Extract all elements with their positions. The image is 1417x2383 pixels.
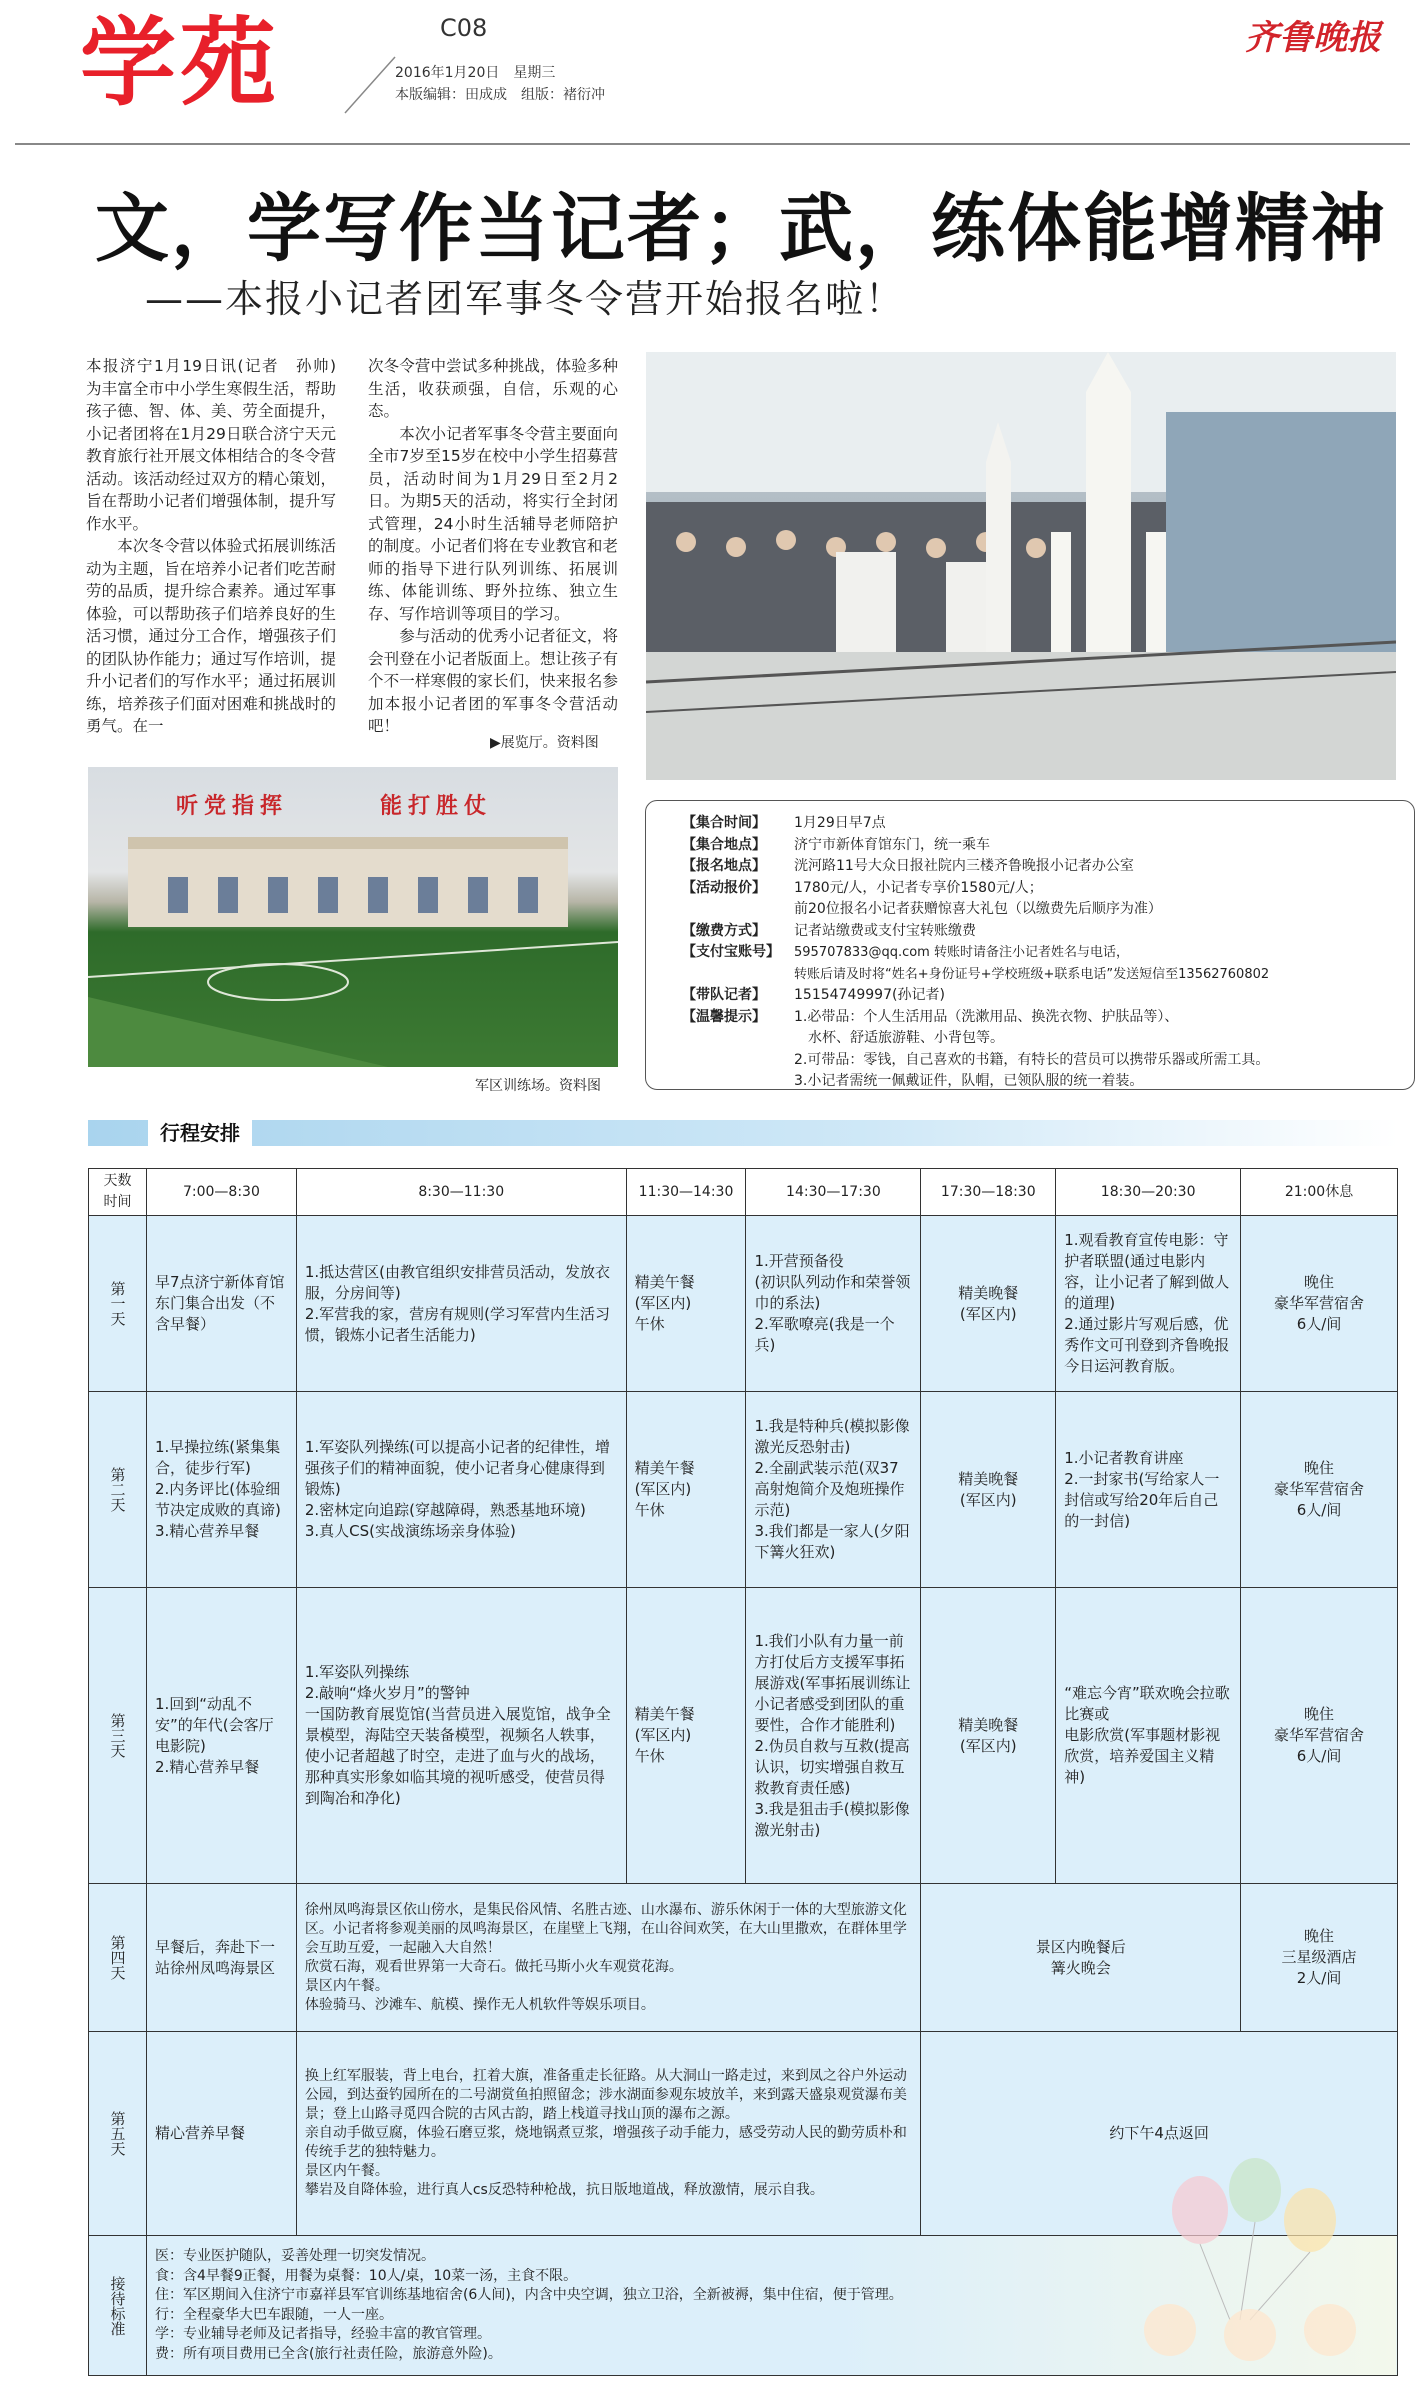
- page-number: C08: [440, 14, 488, 42]
- table-cell: 1.早操拉练(紧集集合，徒步行军) 2.内务评比(体验细节决定成败的真谛) 3.精心营养早餐: [146, 1392, 296, 1588]
- article-column-2: 次冬令营中尝试多种挑战，体验多种生活，收获顽强，自信，乐观的心态。 本次小记者军事冬令营主要面向全市7岁至15岁在校中小学生招募营员，活动时间为1月29日至2月2日。为期5天的活动，将实行全封闭式管理，24小时生活辅导老师陪护的制度。小记者们将在专业教官和老师的指导下进行队列训练、拓展训练、体能训练、野外拉练、独立生存、写作培训等项目的学习。 参与活动的优秀小记者征文，将会刊登在小记者版面上。想让孩子有个不一样寒假的家长们，快来报名参加本报小记者团的军事冬令营活动吧！: [368, 357, 618, 735]
- info-key: 【带队记者】: [682, 987, 766, 1003]
- table-cell: 换上红军服装，背上电台，扛着大旗，准备重走长征路。从大洞山一路走过，来到凤之谷户外运动公园，到达蚕钓园所在的二号湖赏鱼拍照留念；涉水湖面参观东坡放羊，来到露天盛泉观赏瀑布美景；登上山路寻觅四合院的古风古韵，踏上栈道寻找山顶的瀑布之源。 亲自动手做豆腐，体验石磨豆浆，烧地锅煮豆浆，增强孩子动手能力，感受劳动人民的勤劳质朴和传统手艺的独特魅力。 景区内午餐。 攀岩及自降体验，进行真人cs反恐特种枪战，抗日版地道战，释放激情，展示自我。: [296, 2032, 920, 2236]
- table-cell: 精美晚餐 (军区内): [921, 1588, 1056, 1884]
- info-row: [682, 878, 1400, 921]
- subheadline: ——本报小记者团军事冬令营开始报名啦！: [145, 277, 906, 321]
- corner-top-label: 天数: [103, 1173, 132, 1189]
- table-cell: 早餐后，奔赴下一站徐州凤鸣海景区: [146, 1884, 296, 2032]
- info-value: 记者站缴费或支付宝转账缴费: [794, 922, 976, 939]
- info-key: 【缴费方式】: [682, 922, 766, 939]
- info-row: [682, 942, 1400, 985]
- info-key: 【集合地点】: [682, 836, 766, 853]
- table-cell: 约下午4点返回: [921, 2032, 1398, 2236]
- training-field-photo: [88, 767, 618, 1067]
- table-cell: 精美午餐 (军区内) 午休: [626, 1216, 746, 1392]
- info-key: 【集合时间】: [682, 815, 766, 831]
- table-cell: 1.军姿队列操练 2.敲响“烽火岁月”的警钟 一国防教育展览馆(当营员进入展览馆，战争全景模型，海陆空天装备模型，视频名人轶事，使小记者超越了时空，走进了血与火的战场，那种真实形象如临其境的视听感受，使营员得到陶冶和净化): [296, 1588, 626, 1884]
- info-value: 洸河路11号大众日报社院内三楼齐鲁晚报小记者办公室: [794, 858, 1134, 874]
- table-header-row: [89, 1169, 1398, 1216]
- table-cell: 精美晚餐 (军区内): [921, 1392, 1056, 1588]
- info-row: [682, 921, 1400, 943]
- newspaper-logo: 齐鲁晚报: [1245, 18, 1381, 58]
- table-cell: 晚住 豪华军营宿舍 6人/间: [1241, 1392, 1398, 1588]
- masthead-meta: [395, 62, 605, 106]
- table-row: [89, 1884, 1398, 2032]
- table-cell: 精美午餐 (军区内) 午休: [626, 1588, 746, 1884]
- table-cell: 晚住 三星级酒店 2人/间: [1241, 1884, 1398, 2032]
- day-label-text: 第一天: [108, 1281, 127, 1326]
- table-cell: 1.小记者教育讲座 2.一封家书(写给家人一封信或写给20年后自己的一封信): [1056, 1392, 1241, 1588]
- exhibition-hall-illustration: [646, 352, 1396, 780]
- day-label: [89, 2032, 147, 2236]
- info-value: 济宁市新体育馆东门，统一乘车: [794, 836, 990, 853]
- schedule-section-title: 行程安排: [148, 1120, 252, 1146]
- day-label: [89, 1216, 147, 1392]
- info-key: 【活动报价】: [682, 879, 766, 896]
- field-sign-left: 听党指挥: [176, 794, 289, 819]
- info-value: 1.必带品：个人生活用品（洗漱用品、换洗衣物、护肤品等）、 水杯、舒适旅游鞋、小背包等。 2.可带品：零钱，自己喜欢的书籍，有特长的营员可以携带乐器或所需工具。 3.小记者需统一佩戴证件，队帽，已领队服的统一着装。: [794, 1008, 1270, 1089]
- section-title: 学苑: [80, 7, 280, 119]
- info-key: 【报名地点】: [682, 858, 766, 874]
- table-cell: 精美晚餐 (军区内): [921, 1216, 1056, 1392]
- info-box: [645, 800, 1415, 1090]
- day-label-text: 第五天: [108, 2111, 127, 2156]
- day-label-text: 第二天: [108, 1467, 127, 1512]
- header-cell: 18:30—20:30: [1056, 1169, 1241, 1216]
- info-key: 【温馨提示】: [682, 1008, 766, 1025]
- editor-line: 本版编辑：田成成 组版：褚衍冲: [395, 87, 605, 103]
- masthead-slash-divider: [340, 55, 400, 115]
- table-row: [89, 1392, 1398, 1588]
- header-cell: 8:30—11:30: [296, 1169, 626, 1216]
- training-field-illustration: [88, 767, 618, 1067]
- header-cell: 17:30—18:30: [921, 1169, 1056, 1216]
- table-cell: 精美午餐 (军区内) 午休: [626, 1392, 746, 1588]
- reception-label-text: 接待标准: [108, 2275, 127, 2336]
- corner-bottom-label: 时间: [103, 1194, 132, 1210]
- table-cell: 徐州凤鸣海景区依山傍水，是集民俗风情、名胜古迹、山水瀑布、游乐休闲于一体的大型旅游文化区。小记者将参观美丽的凤鸣海景区，在崖壁上飞翔，在山谷间欢笑，在大山里撒欢，在群体里学会互助互爱，一起融入大自然！ 欣赏石海，观看世界第一大奇石。做托马斯小火车观赏花海。 景区内午餐。 体验骑马、沙滩车、航模、操作无人机软件等娱乐项目。: [296, 1884, 920, 2032]
- table-cell: 1.我是特种兵(模拟影像激光反恐射击) 2.全副武装示范(双37高射炮简介及炮班操作示范) 3.我们都是一家人(夕阳下篝火狂欢): [746, 1392, 921, 1588]
- header-cell: 14:30—17:30: [746, 1169, 921, 1216]
- reception-label: [89, 2236, 147, 2376]
- table-cell: 晚住 豪华军营宿舍 6人/间: [1241, 1588, 1398, 1884]
- table-cell: 1.军姿队列操练(可以提高小记者的纪律性，增强孩子们的精神面貌，使小记者身心健康得到锻炼) 2.密林定向追踪(穿越障碍，熟悉基地环境) 3.真人CS(实战演练场亲身体验): [296, 1392, 626, 1588]
- balloons-illustration: [1080, 2150, 1400, 2370]
- photo2-caption: 军区训练场。资料图: [475, 1078, 601, 1094]
- info-row: [682, 813, 1400, 835]
- table-cell: 1.回到“动乱不安”的年代(会客厅电影院) 2.精心营养早餐: [146, 1588, 296, 1884]
- day-label-text: 第三天: [108, 1713, 127, 1758]
- table-row: [89, 1588, 1398, 1884]
- table-cell: 早7点济宁新体育馆东门集合出发（不含早餐）: [146, 1216, 296, 1392]
- table-cell: 景区内晚餐后 篝火晚会: [921, 1884, 1241, 2032]
- corner-header-cell: [89, 1169, 147, 1216]
- info-row: [682, 1007, 1400, 1093]
- exhibition-hall-photo: [646, 352, 1396, 780]
- field-sign-right: 能打胜仗: [380, 794, 493, 819]
- day-label: [89, 1392, 147, 1588]
- article-column-1: 本报济宁1月19日讯(记者 孙帅) 为丰富全市中小学生寒假生活，帮助孩子德、智、体、美、劳全面提升，小记者团将在1月29日联合济宁天元教育旅行社开展文体相结合的冬令营活动。该活动经过双方的精心策划，旨在帮助小记者们增强体制，提升写作水平。 本次冬令营以体验式拓展训练活动为主题，旨在培养小记者们吃苦耐劳的品质，提升综合素养。通过军事体验，可以帮助孩子们培养良好的生活习惯，通过分工合作，增强孩子们的团队协作能力；通过写作培训，提升小记者们的写作水平；通过拓展训练，培养孩子们面对困难和挑战时的勇气。在一: [86, 357, 336, 735]
- reception-details: 医：专业医护随队，妥善处理一切突发情况。 食：含4早餐9正餐，用餐为桌餐：10人/桌，10菜一汤，主食不限。 住：军区期间入住济宁市嘉祥县军官训练基地宿舍(6人间)，内含中央空调，独立卫浴，全新被褥，集中住宿，便于管理。 行：全程豪华大巴车跟随，一人一座。 学：专业辅导老师及记者指导，经验丰富的教官管理。 费：所有项目费用已全含(旅行社责任险，旅游意外险)。: [146, 2236, 1397, 2376]
- table-cell: 精心营养早餐: [146, 2032, 296, 2236]
- table-cell: 1.开营预备役 (初识队列动作和荣誉领巾的系法) 2.军歌嘹亮(我是一个兵): [746, 1216, 921, 1392]
- table-cell: 晚住 豪华军营宿舍 6人/间: [1241, 1216, 1398, 1392]
- table-row: [89, 1216, 1398, 1392]
- info-key: 【支付宝账号】: [682, 944, 780, 960]
- day-label: [89, 1588, 147, 1884]
- header-cell: 7:00—8:30: [146, 1169, 296, 1216]
- date-line: 2016年1月20日 星期三: [395, 65, 556, 81]
- masthead-divider: [15, 143, 1410, 145]
- headline: 文，学写作当记者；武，练体能增精神: [95, 186, 1387, 272]
- info-value: 15154749997(孙记者): [794, 987, 945, 1003]
- info-value: 1780元/人，小记者专享价1580元/人； 前20位报名小记者获赠惊喜大礼包（以缴费先后顺序为准）: [794, 879, 1162, 917]
- header-cell: 11:30—14:30: [626, 1169, 746, 1216]
- info-row: [682, 985, 1400, 1007]
- info-value: 595707833@qq.com 转账时请备注小记者姓名与电话， 转账后请及时将“姓名+身份证号+学校班级+联系电话”发送短信至13562760802: [794, 945, 1270, 982]
- photo1-caption: ▶展览厅。资料图: [490, 735, 599, 751]
- day-label-text: 第四天: [108, 1935, 127, 1980]
- info-row: [682, 856, 1400, 878]
- table-cell: 1.抵达营区(由教官组织安排营员活动，发放衣服，分房间等) 2.军营我的家，营房有规则(学习军营内生活习惯，锻炼小记者生活能力): [296, 1216, 626, 1392]
- header-cell: 21:00休息: [1241, 1169, 1398, 1216]
- info-row: [682, 835, 1400, 857]
- table-cell: 1.我们小队有力量一前方打仗后方支援军事拓展游戏(军事拓展训练让小记者感受到团队的重要性，合作才能胜利) 2.伪员自救与互救(提高认识，切实增强自救互救教育责任感) 3.我是狙击手(模拟影像激光射击): [746, 1588, 921, 1884]
- table-cell: 1.观看教育宣传电影：守护者联盟(通过电影内容，让小记者了解到做人的道理) 2.通过影片写观后感，优秀作文可刊登到齐鲁晚报今日运河教育版。: [1056, 1216, 1241, 1392]
- table-cell: “难忘今宵”联欢晚会拉歌比赛或 电影欣赏(军事题材影视欣赏，培养爱国主义精神): [1056, 1588, 1241, 1884]
- info-value: 1月29日早7点: [794, 815, 886, 831]
- day-label: [89, 1884, 147, 2032]
- schedule-section-bar: [88, 1120, 1398, 1146]
